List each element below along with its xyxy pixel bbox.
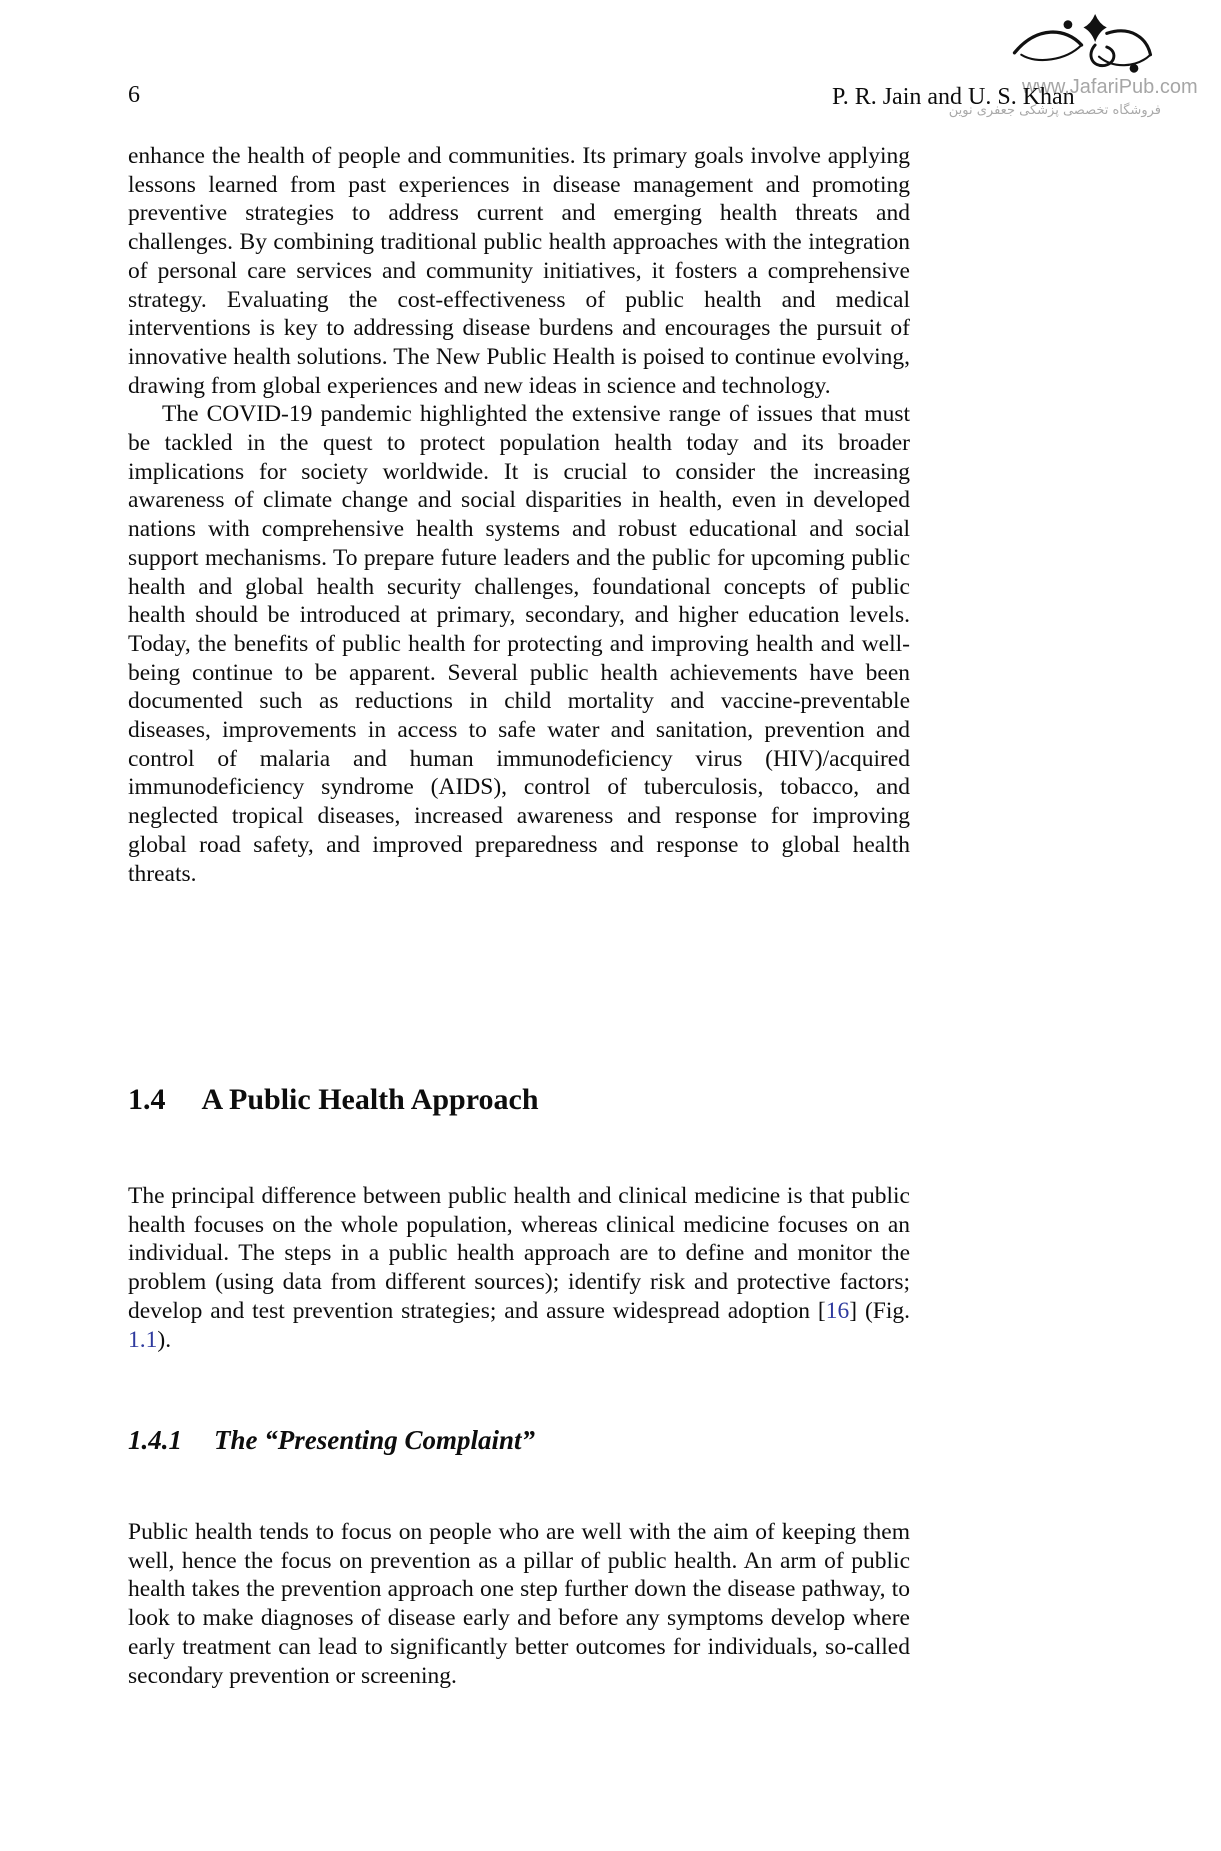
section-intro-paragraph bbox=[128, 1182, 910, 1354]
paragraph-prevention-screening: Public health tends to focus on people who are well with the aim of keeping them well, hence the focus on prevention as a pillar of public health. An arm of public health takes the prevention approach one step further down the disease pathway, to look to make diagnoses of disease early and before any symptoms develop where early treatment can lead to significantly better outcomes for individuals, so-called secondary prevention or screening. bbox=[128, 1519, 910, 1689]
paragraph-public-health-goals: enhance the health of people and communities. Its primary goals involve applying lessons learned from past experiences in disease management and promoting preventive strategies to address current and emerging health threats and challenges. By combining traditional public health approaches with the integration of personal care services and community initiatives, it fosters a comprehensive strategy. Evaluating the cost-effectiveness of public health and medical interventions is key to addressing disease burdens and encourages the pursuit of innovative health solutions. The New Public Health is poised to continue evolving, drawing from global experiences and new ideas in science and technology. bbox=[128, 143, 910, 399]
paragraph-covid-achievements: The COVID-19 pandemic highlighted the extensive range of issues that must be tackled in the quest to protect population health today and its broader implications for society worldwide. It is crucial to consider the increasing awareness of climate change and social disparities in health, even in developed nations with comprehensive health systems and robust educational and social support mechanisms. To prepare future leaders and the public for upcoming public health and global health security challenges, foundational concepts of public health should be introduced at primary, secondary, and higher education levels. Today, the benefits of public health for protecting and improving health and well-being continue to be apparent. Several public health achievements have been documented such as reductions in child mortality and vaccine-preventable diseases, improvements in access to safe water and sanitation, prevention and control of malaria and human immunodeficiency virus (HIV)/acquired immunodeficiency syndrome (AIDS), control of tuberculosis, tobacco, and neglected tropical diseases, increased awareness and response for improving global road safety, and improved preparedness and response to global health threats. bbox=[128, 401, 910, 887]
watermark-site-url: www.JafariPub.com bbox=[1022, 76, 1198, 98]
subsection-number: 1.4.1 bbox=[128, 1425, 182, 1455]
paragraph-approach-mid: ] (Fig. bbox=[849, 1297, 910, 1324]
watermark-persian-tagline: فروشگاه تخصصی پزشکی جعفری نوین bbox=[948, 103, 1161, 118]
subsection-heading bbox=[128, 1424, 535, 1456]
paragraph-approach-end: ). bbox=[157, 1326, 172, 1353]
section-number: 1.4 bbox=[128, 1083, 166, 1116]
presenting-complaint-paragraph bbox=[128, 1518, 910, 1690]
running-head-authors: P. R. Jain and U. S. Khan bbox=[832, 84, 1075, 110]
subsection-title: The “Presenting Complaint” bbox=[214, 1425, 536, 1455]
citation-link-16[interactable]: 16 bbox=[825, 1297, 850, 1324]
section-heading bbox=[128, 1083, 539, 1117]
jafaripub-logo-icon bbox=[1000, 12, 1165, 80]
page-number: 6 bbox=[128, 82, 140, 108]
paragraph-approach-text: The principal difference between public health and clinical medicine is that public health focuses on the whole population, whereas clinical medicine focuses on an individual. The steps in a public health approach are to define and monitor the problem (using data from different sources); identify risk and protective factors; develop and test prevention strategies; and assure widespread adoption [ bbox=[128, 1183, 910, 1324]
section-title: A Public Health Approach bbox=[201, 1083, 539, 1116]
intro-paragraphs bbox=[128, 142, 910, 888]
figure-link-1-1[interactable]: 1.1 bbox=[128, 1326, 158, 1353]
